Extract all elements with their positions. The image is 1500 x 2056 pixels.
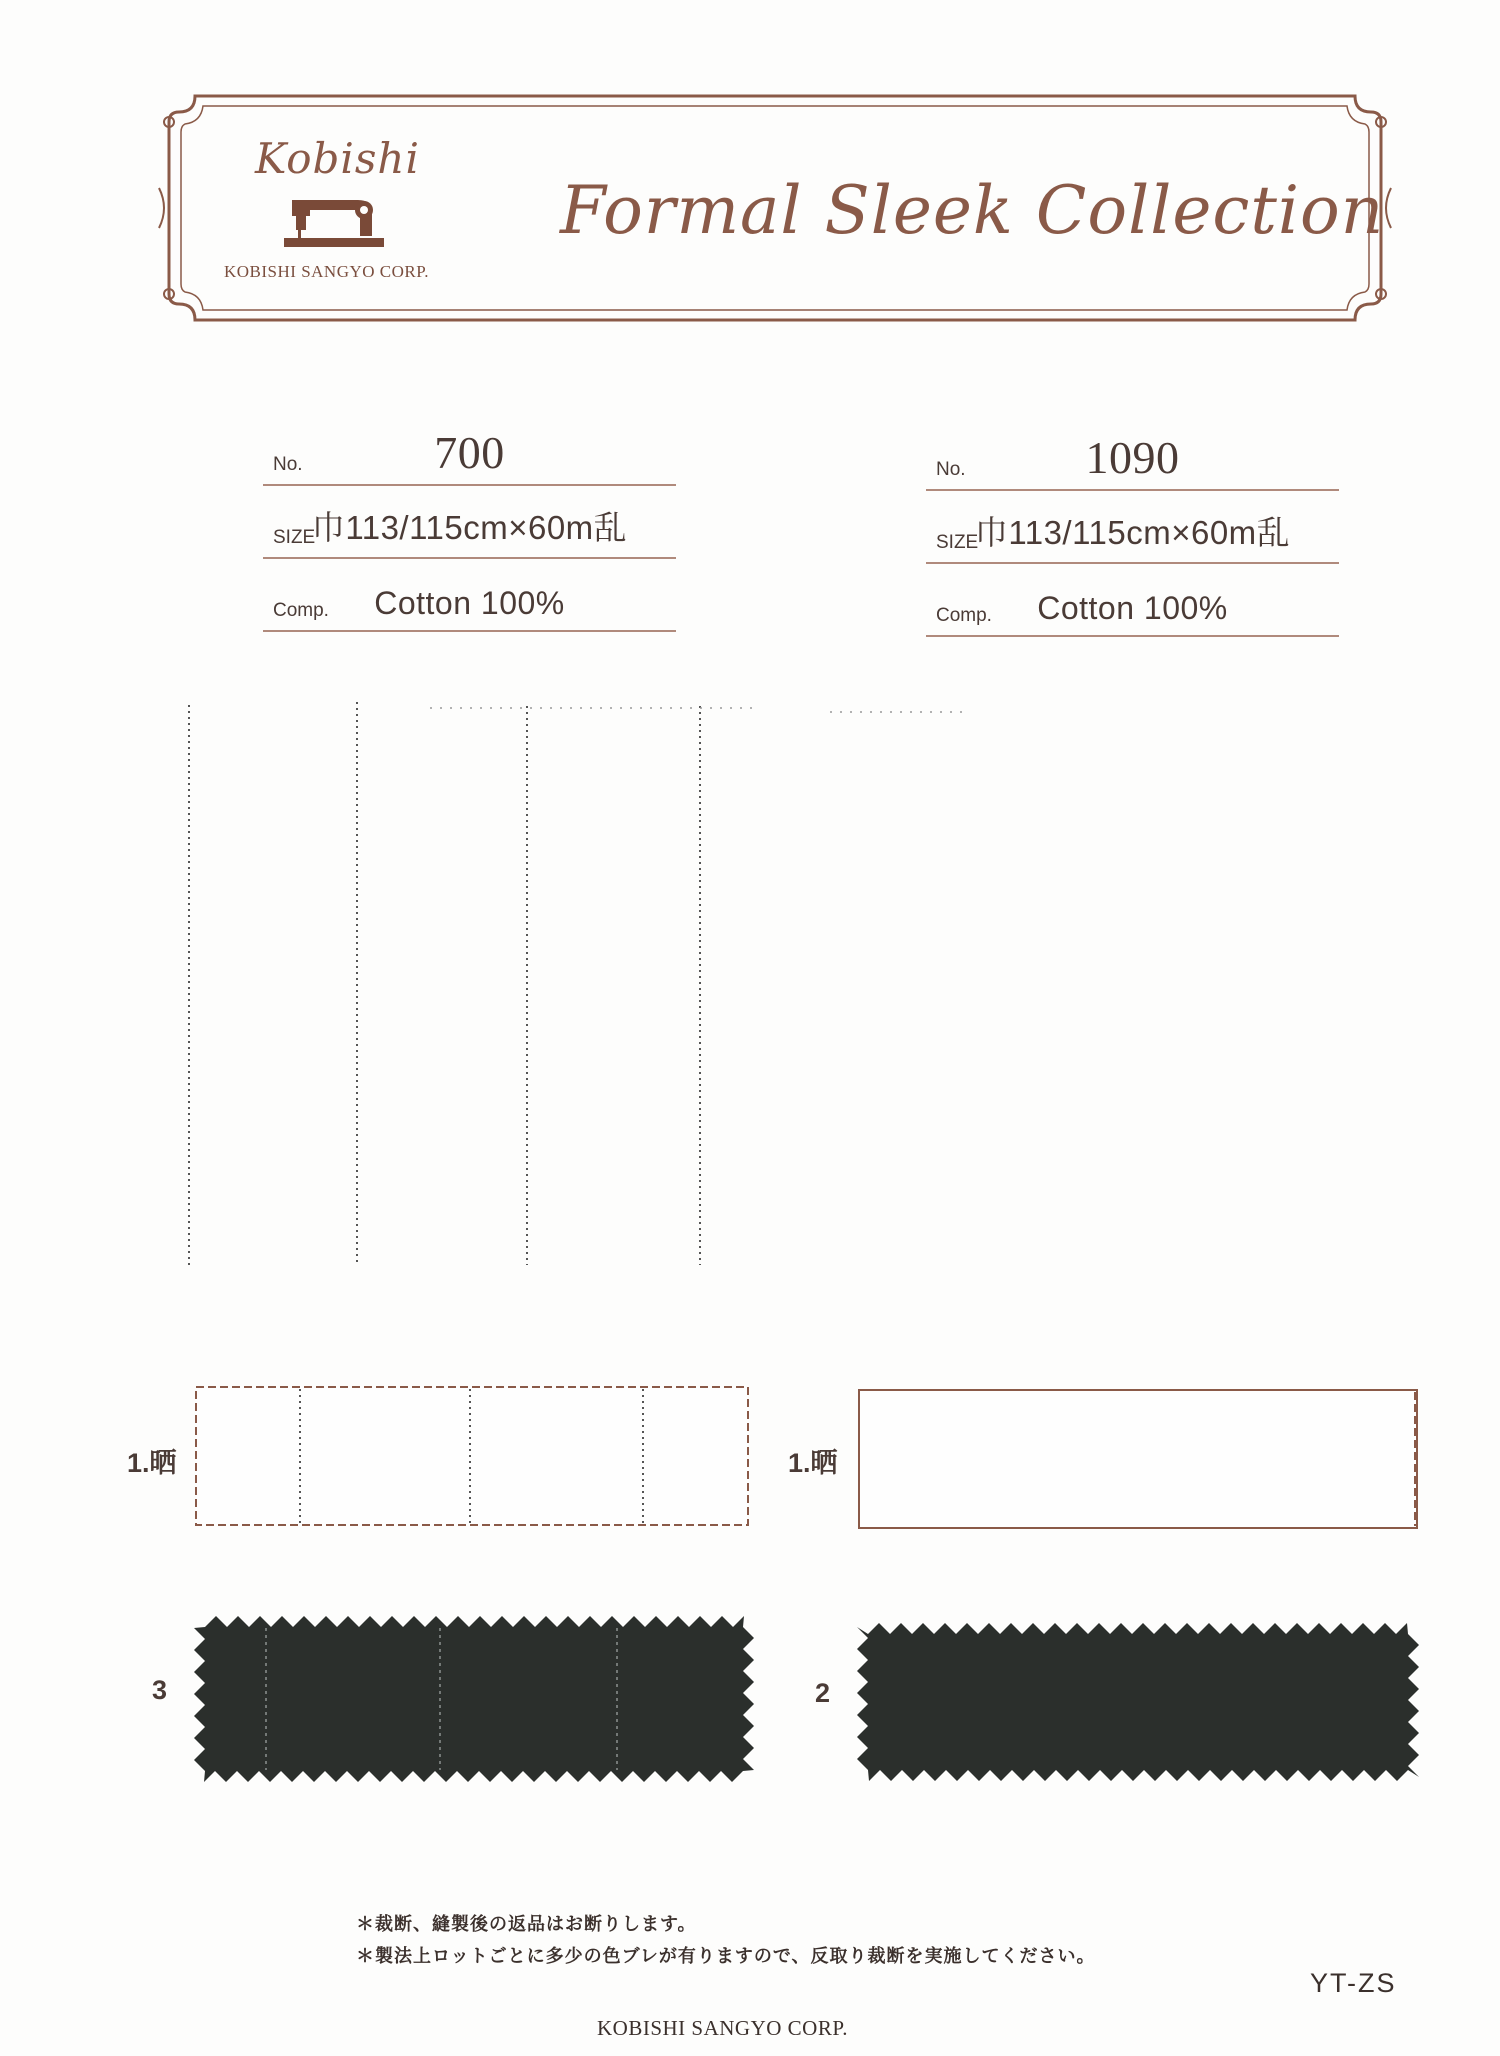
footer-note-color-variation: ＊製法上ロットごとに多少の色ブレが有りますので、反取り裁断を実施してください。: [356, 1946, 1096, 1966]
spec-row-composition: [263, 559, 676, 632]
sewing-machine-icon: [284, 196, 384, 254]
number-label: No.: [273, 454, 303, 475]
swatch-dark-stripe: [194, 1616, 754, 1782]
swatch-label-dark-stripe: 3: [152, 1675, 168, 1705]
swatch-label-white-plain: 1.晒: [788, 1448, 838, 1478]
collection-title: Formal Sleek Collection: [560, 172, 1385, 249]
product-spec-1090: [926, 418, 1339, 637]
size-label: SIZE: [936, 532, 979, 553]
spec-row-number: [263, 413, 676, 486]
product-spec-700: [263, 413, 676, 632]
composition-label: Comp.: [273, 600, 329, 621]
brand-corp-name: KOBISHI SANGYO CORP.: [224, 262, 430, 281]
spec-row-composition: [926, 564, 1339, 637]
swatch-label-dark-plain: 2: [815, 1678, 831, 1708]
footer-code: YT-ZS: [1310, 1968, 1397, 1998]
number-label: No.: [936, 459, 966, 480]
large-fabric-sample: [180, 700, 1010, 1270]
footer-corp-name: KOBISHI SANGYO CORP.: [597, 2016, 848, 2040]
swatch-white-plain: [857, 1388, 1419, 1530]
swatch-label-white-stripe: 1.晒: [127, 1448, 177, 1478]
size-value: 巾113/115cm×60m乱: [311, 509, 628, 546]
composition-value: Cotton 100%: [374, 585, 565, 621]
swatch-white-stripe: [194, 1385, 750, 1527]
brand-logo-script: Kobishi: [255, 134, 420, 183]
spec-row-number: [926, 418, 1339, 491]
size-value: 巾113/115cm×60m乱: [974, 514, 1291, 551]
spec-row-size: [263, 486, 676, 559]
footer-note-returns: ＊裁断、縫製後の返品はお断りします。: [356, 1914, 697, 1934]
number-value: 700: [434, 427, 505, 478]
spec-row-size: [926, 491, 1339, 564]
size-label: SIZE: [273, 527, 316, 548]
swatch-dark-plain: [857, 1623, 1419, 1781]
composition-label: Comp.: [936, 605, 992, 626]
number-value: 1090: [1085, 432, 1180, 483]
composition-value: Cotton 100%: [1037, 590, 1228, 626]
